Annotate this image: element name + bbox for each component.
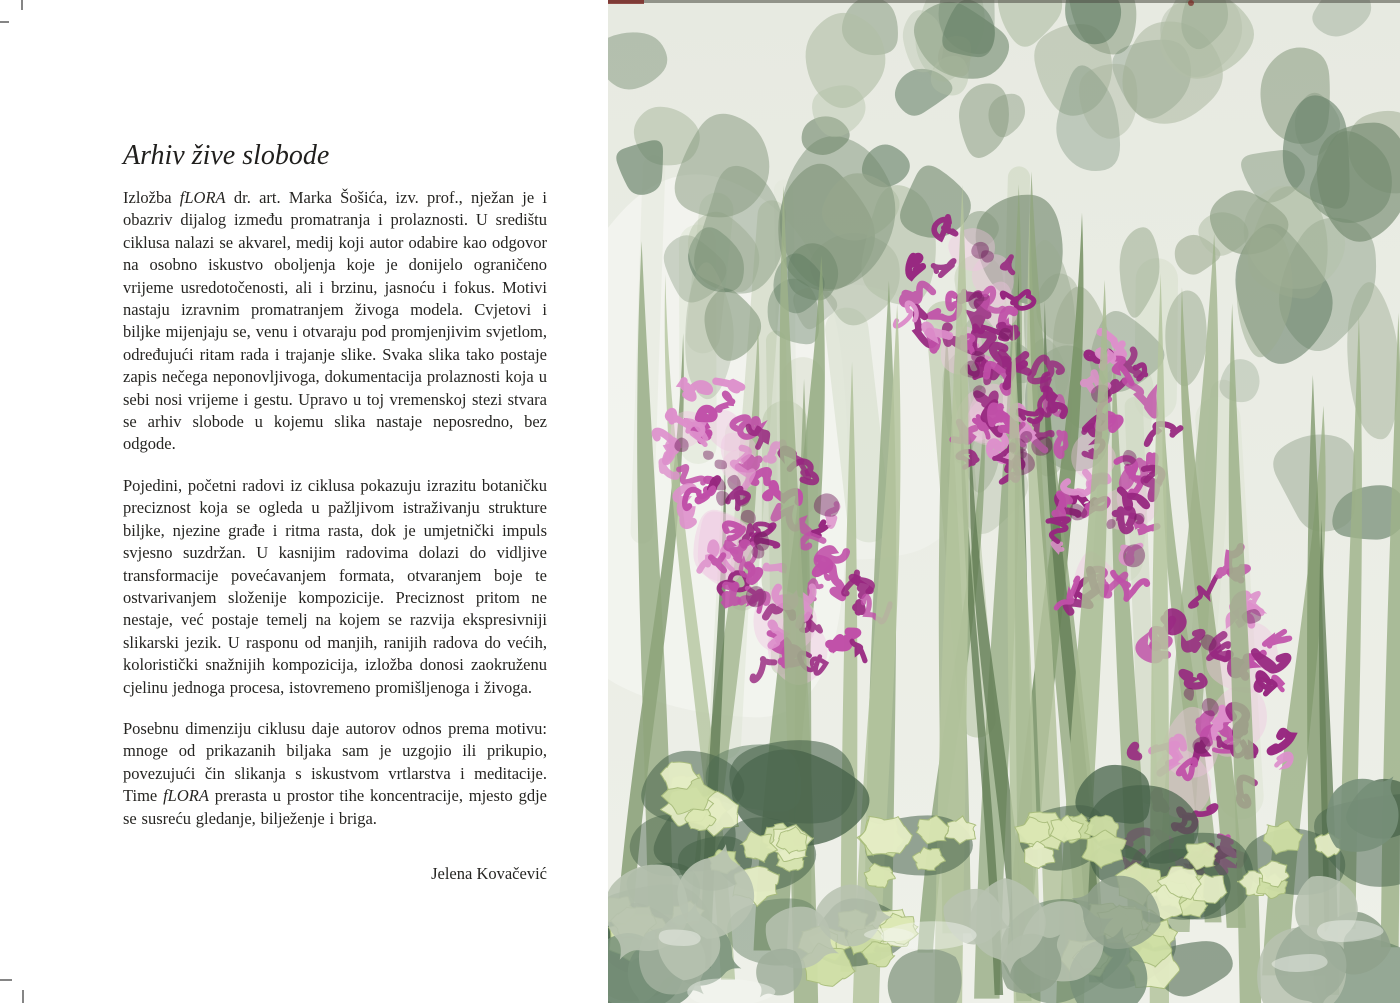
crop-mark-bottom-left-vertical xyxy=(22,990,24,1003)
crop-mark-top-left-horizontal xyxy=(0,21,9,23)
author-signature: Jelena Kovačević xyxy=(431,863,547,883)
watercolor-canvas xyxy=(608,0,1400,1003)
hyacinth-watercolor-painting xyxy=(608,0,1400,1003)
crop-mark-top-left-vertical xyxy=(21,0,23,10)
paragraph: Posebnu dimenziju ciklusu daje autorov odnos prema motivu: mnoge od prikazanih biljaka sam je uzgojio ili prikupio, povezujući čin slikanja s iskustvom vrtlarstva i meditacije. Time fLORA prerasta u prostor tihe koncentracije, mjesto gdje se susreću gledanje, bilježenje i briga. xyxy=(123,718,547,828)
paragraph: Izložba fLORA dr. art. Marka Šošića, izv. prof., nježan je i obazriv dijalog između promatranja i prolaznosti. U središtu ciklusa nalazi se akvarel, medij koji autor odabire kao odgovor na osobno iskustvo oboljenja koje je donijelo ograničeno vrijeme usredotočenosti, ali i brzinu, jasnoću i fokus. Motivi nastaju izravnim promatranjem živoga modela. Cvjetovi i biljke mijenjaju se, venu i otvaraju pod promjenjivim svjetlom, određujući ritam rada i trajanje slike. Svaka slika tako postaje zapis nečega neponovljivoga, dokumentacija prolaznosti koja u sebi nosi vrijeme i gestu. Upravo u toj vremenskoj stezi stvara se arhiv slobode u kojemu slika nastaje neposredno, bez odgode. xyxy=(123,188,547,454)
page-title: Arhiv žive slobode xyxy=(123,140,330,171)
article-body xyxy=(123,187,547,830)
crop-mark-bottom-left-horizontal xyxy=(0,979,12,981)
paragraph: Pojedini, početni radovi iz ciklusa pokazuju izrazitu botaničku preciznost koja se ogleda u pažljivom istraživanju strukture biljke, njezine građe i ritma rasta, dok je umjetnički impuls svjesno suzdržan. U kasnijim radovima dolazi do vidljive transformacije povećavanjem formata, otvaranjem boje te ostvarivanjem složenije kompozicije. Preciznost pritom ne nestaje, već postaje temelj na kojem se razvija ekspresivniji slikarski jezik. U rasponu od manjih, ranijih radova do većih, koloristički snažnijih kompozicija, izložba donosi zaokruženu cjelinu jednoga procesa, istovremeno promišljenoga i živoga. xyxy=(123,475,547,697)
text-page xyxy=(123,141,547,885)
